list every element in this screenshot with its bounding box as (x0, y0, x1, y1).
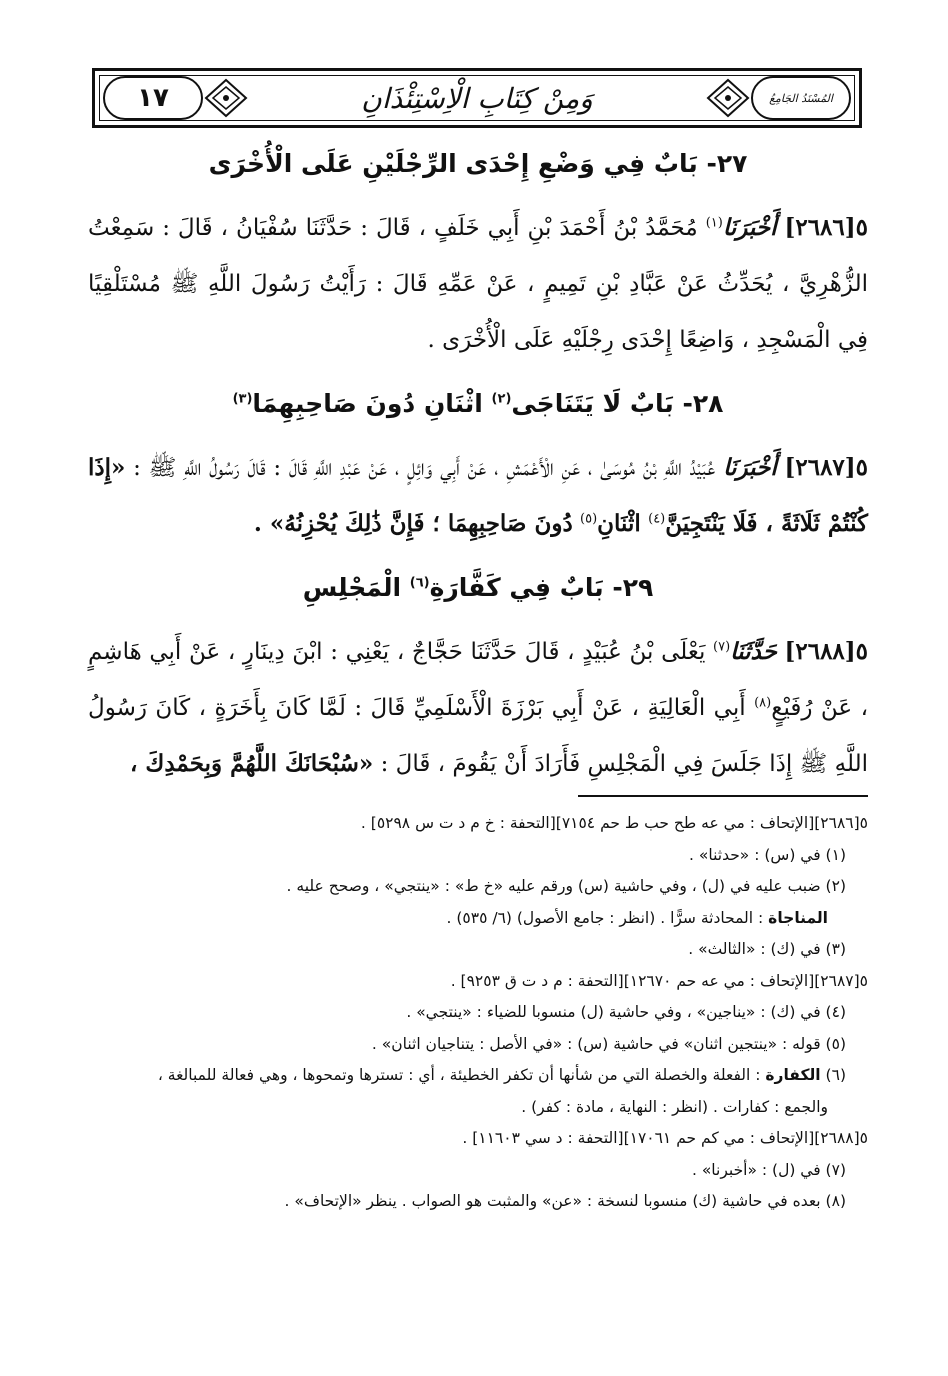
page-header (92, 68, 862, 128)
gloss-definition: : المحادثة سرًّا . (انظر : جامع الأصول) (٦/ ٥٣٥) . (446, 908, 764, 927)
gloss-term: المناجاة (768, 908, 828, 927)
chapter-heading (88, 570, 868, 606)
ornament-icon (705, 77, 751, 119)
page-number-cartouche (103, 76, 203, 120)
page-number: ١٧ (137, 83, 169, 113)
footnote-ref: (٦) (409, 575, 430, 591)
hadith-number: ٥[٢٦٨٧] (784, 454, 869, 481)
gloss-term: الكفارة (765, 1066, 821, 1084)
footnote-divider (578, 795, 868, 797)
chapter-heading-part: اثْنَانِ دُونَ صَاحِبِهِمَا (252, 389, 483, 418)
hadith-text: يَعْلَى بْنُ عُبَيْدٍ ، قَالَ حَدَّثَنَا حَجَّاجٌ ، يَعْنِي : ابْنَ دِينَارٍ ، عَنْ أَبِي هَاشِمٍ ، عَنْ رُفَيْعٍ (88, 639, 869, 721)
footnote-number: (٦) (825, 1066, 846, 1084)
ornament-icon (203, 77, 249, 119)
footnote-gloss (88, 1060, 868, 1092)
footnote: (١) في (س) : «حدثنا» . (689, 845, 846, 864)
chain-lead: أَخْبَرَنَا (723, 454, 777, 481)
footnote-source: ٥[٢٦٨٦][الإتحاف : مي عه طح حب ط حم ٧١٥٤][التحفة : خ م د ت س ٥٢٩٨] . (360, 814, 868, 832)
hadith-2687 (88, 440, 868, 552)
footnote-continuation: والجمع : كفارات . (انظر : النهاية ، مادة : كفر) . (521, 1097, 828, 1116)
footnote-source: ٥[٢٦٨٨][الإتحاف : مي كم حم ١٧٠٦١][التحفة : د سي ١١٦٠٣] . (462, 1129, 868, 1147)
prophetic-quote: «إِذَا كُنْتُمْ ثَلَاثَةً ، فَلَا يَنْتَجِيَنَّ (88, 454, 868, 537)
footnote-ref: (١) (705, 215, 723, 231)
main-text (88, 140, 868, 810)
book-title: وَمِنْ كِتَابِ الْاِسْتِئْذَانِ (361, 81, 593, 115)
footnote-ref: (٨) (754, 695, 772, 711)
footnote: (٢) ضبب عليه في (ل) ، وفي حاشية (س) ورقم عليه «خ ط» : «ينتجي» ، وصحح عليه . (286, 877, 846, 895)
footnote: (٤) في (ك) : «يناجين» ، وفي حاشية (ل) منسوبا للضياء : «ينتجي» . (406, 1003, 846, 1021)
footnote-source: ٥[٢٦٨٧][الإتحاف : مي عه حم ١٢٦٧٠][التحفة : م د ت ق ٩٢٥٣] . (450, 971, 868, 990)
footnote-ref: (٣) (232, 391, 253, 407)
footnote: (٨) بعده في حاشية (ك) منسوبا لنسخة : «عن» والمثبت هو الصواب . ينظر «الإتحاف» . (284, 1192, 846, 1210)
chapter-heading-part: ٢٩- بَابٌ فِي كَفَّارَةِ (429, 573, 654, 602)
hadith-number: ٥[٢٦٨٦] (784, 214, 869, 241)
hadith-2688 (88, 624, 868, 792)
prophetic-quote: اثْنَانِ (597, 510, 641, 537)
hadith-number: ٥[٢٦٨٨] (784, 638, 869, 665)
chain-lead: حَدَّثَنَا (730, 638, 777, 665)
hadith-text: أَبِي الْعَالِيَةِ ، عَنْ أَبِي بَرْزَةَ الْأَسْلَمِيِّ قَالَ : لَمَّا كَانَ بِأَخَرَةٍ ، كَانَ رَسُولُ اللَّهِ ﷺ إِذَا جَلَسَ فِي الْمَجْلِسِ فَأَرَادَ أَنْ يَقُومَ ، قَالَ : (88, 695, 868, 777)
footnote: (٥) قوله : «ينتجين اثنان» في حاشية (س) : «في الأصل : يتناجيان اثنان» . (371, 1034, 846, 1053)
footnote: (٧) في (ل) : «أخبرنا» . (691, 1160, 846, 1179)
footnote-ref: (٢) (491, 391, 512, 407)
footnote-gloss (88, 903, 868, 935)
footnotes (88, 808, 868, 1218)
hadith-text: مُحَمَّدُ بْنُ أَحْمَدَ بْنِ أَبِي خَلَفٍ ، قَالَ : حَدَّثَنَا سُفْيَانُ ، قَالَ : سَمِعْتُ الزُّهْرِيَّ ، يُحَدِّثُ عَنْ عَبَّادِ بْنِ تَمِيمٍ ، عَنْ عَمِّهِ قَالَ : رَأَيْتُ رَسُولَ اللَّهِ ﷺ مُسْتَلْقِيًا فِي الْمَسْجِدِ ، وَاضِعًا إِحْدَى رِجْلَيْهِ عَلَى الْأُخْرَى . (88, 215, 868, 353)
chapter-heading-part: ٢٨- بَابٌ لَا يَتَنَاجَى (511, 389, 724, 418)
hadith-2686 (88, 200, 868, 368)
footnote: (٣) في (ك) : «الثالث» . (688, 940, 846, 958)
prophetic-quote: دُونَ صَاحِبِهِمَا ؛ فَإِنَّ ذَٰلِكَ يُحْزِنُهُ» . (253, 510, 573, 537)
chapter-heading-part: الْمَجْلِسِ (302, 573, 402, 602)
footnote-ref: (٤) (648, 511, 666, 527)
chain-lead: أَخْبَرَنَا (722, 214, 777, 241)
prophetic-quote: «سُبْحَانَكَ اللَّهُمَّ وَبِحَمْدِكَ ، (129, 750, 374, 777)
hadith-text: عُبَيْدُ اللَّهِ بْنُ مُوسَىٰ ، عَنِ الْأَعْمَشِ ، عَنْ أَبِي وَائِلٍ ، عَنْ عَبْدِ اللَّهِ قَالَ : قَالَ رَسُولُ اللَّهِ ﷺ : (133, 455, 716, 481)
chapter-heading: ٢٧- بَابٌ فِي وَضْعِ إِحْدَى الرِّجْلَيْنِ عَلَى الْأُخْرَى (208, 149, 748, 178)
chapter-heading (88, 386, 868, 422)
series-logo (751, 76, 851, 120)
gloss-definition: : الفعلة والخصلة التي من شأنها أن تكفر الخطيئة ، أي : تسترها وتمحوها ، وهي فعالة للمبالغة ، (157, 1066, 761, 1084)
footnote-ref: (٥) (580, 511, 598, 527)
series-logo-text: المُسْنَدُ الجَامِعُ (769, 91, 833, 105)
footnote-ref: (٧) (713, 639, 731, 655)
